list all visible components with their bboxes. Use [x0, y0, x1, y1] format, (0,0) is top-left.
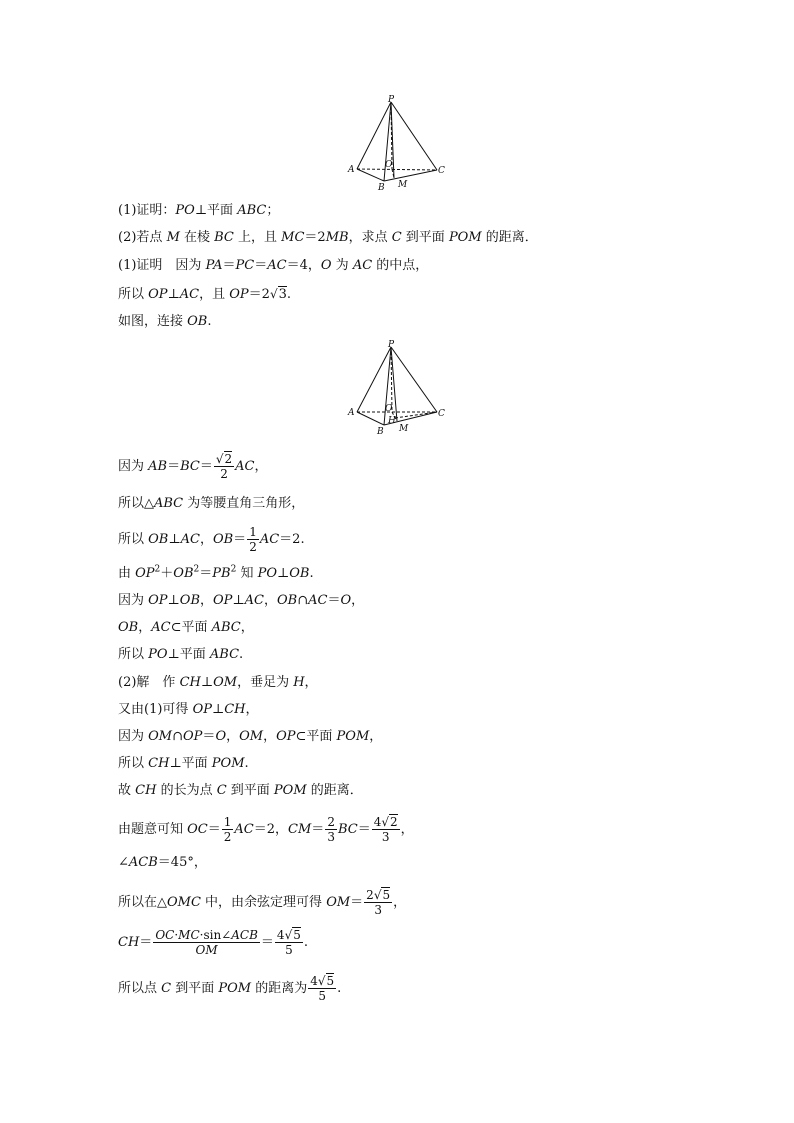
- edge-bc: [384, 170, 437, 181]
- solution-line-3: 因为 OM∩OP＝O，OM，OP⊂平面 POM，: [118, 729, 383, 744]
- label-o: O: [385, 404, 393, 414]
- solution-line-9: CH＝ $\frac{\text{OC·MC·sin∠ACB}}{OM}$ ＝ $\frac{4√5}{5}$ .: [118, 928, 308, 957]
- proof-line-1: (1)证明 因为 PA＝PC＝AC＝4，O 为 AC 的中点，: [118, 258, 429, 273]
- proof-line-7: 由 $OP^2+OB^2=PB^2$ 知 PO⊥OB.: [118, 564, 314, 581]
- edge-pc: [391, 347, 437, 412]
- solution-line-5: 故 CH 的长为点 C 到平面 POM 的距离．: [118, 783, 363, 798]
- question-part-1: (1)证明：PO⊥平面 ABC；: [118, 203, 280, 218]
- label-h: H: [388, 416, 396, 426]
- solution-line-8: 所以在△OMC 中，由余弦定理可得 OM＝ $\frac{2√5}{3}$ ，: [118, 888, 407, 917]
- proof-line-8: 因为 OP⊥OB，OP⊥AC，OB∩AC＝O，: [118, 593, 365, 608]
- label-b: B: [378, 183, 385, 192]
- proof-line-9: OB，AC⊂平面 ABC，: [118, 620, 254, 635]
- label-a: A: [348, 408, 355, 418]
- proof-line-2: 所以 OP⊥AC，且 OP＝2√3.: [118, 287, 292, 302]
- proof-line-3: 如图，连接 OB.: [118, 314, 212, 329]
- label-m: M: [398, 180, 408, 190]
- solution-line-2: 又由(1)可得 OP⊥CH，: [118, 702, 259, 717]
- edge-ab: [357, 412, 384, 425]
- edge-ac-hidden: [357, 169, 437, 170]
- edge-pc: [391, 102, 437, 170]
- proof-line-4: 因为 AB＝BC＝ $\frac{√2}{2}$ AC，: [118, 452, 268, 481]
- label-c: C: [438, 166, 445, 176]
- pyramid-figure-1: [340, 92, 450, 192]
- proof-line-10: 所以 PO⊥平面 ABC.: [118, 647, 244, 662]
- proof-line-5: 所以△ABC 为等腰直角三角形，: [118, 496, 305, 511]
- label-a: A: [348, 165, 355, 175]
- label-m: M: [399, 424, 409, 434]
- label-c: C: [438, 409, 445, 419]
- solution-line-4: 所以 CH⊥平面 POM.: [118, 756, 249, 771]
- label-b: B: [377, 427, 384, 437]
- proof-line-6: 所以 OB⊥AC，OB＝ $\frac{1}{2}$ AC＝2.: [118, 525, 305, 554]
- label-p: P: [388, 95, 395, 105]
- label-p: P: [388, 340, 395, 350]
- pyramid-figure-2: [340, 337, 450, 437]
- edge-ab: [357, 169, 384, 181]
- solution-line-6: 由题意可知 OC＝ $\frac{1}{2}$ AC＝2，CM＝ $\frac{2}{3}$ BC＝ $\frac{4√2}{3}$ ，: [118, 815, 414, 844]
- question-part-2: (2)若点 M 在棱 BC 上，且 MC＝2MB，求点 C 到平面 POM 的距离．: [118, 230, 538, 245]
- solution-line-7: ∠ACB＝45°，: [118, 855, 207, 870]
- solution-line-10: 所以点 C 到平面 POM 的距离为 $\frac{4√5}{5}$ .: [118, 974, 342, 1003]
- solution-line-1: (2)解 作 CH⊥OM，垂足为 H，: [118, 675, 318, 690]
- label-o: O: [385, 160, 393, 170]
